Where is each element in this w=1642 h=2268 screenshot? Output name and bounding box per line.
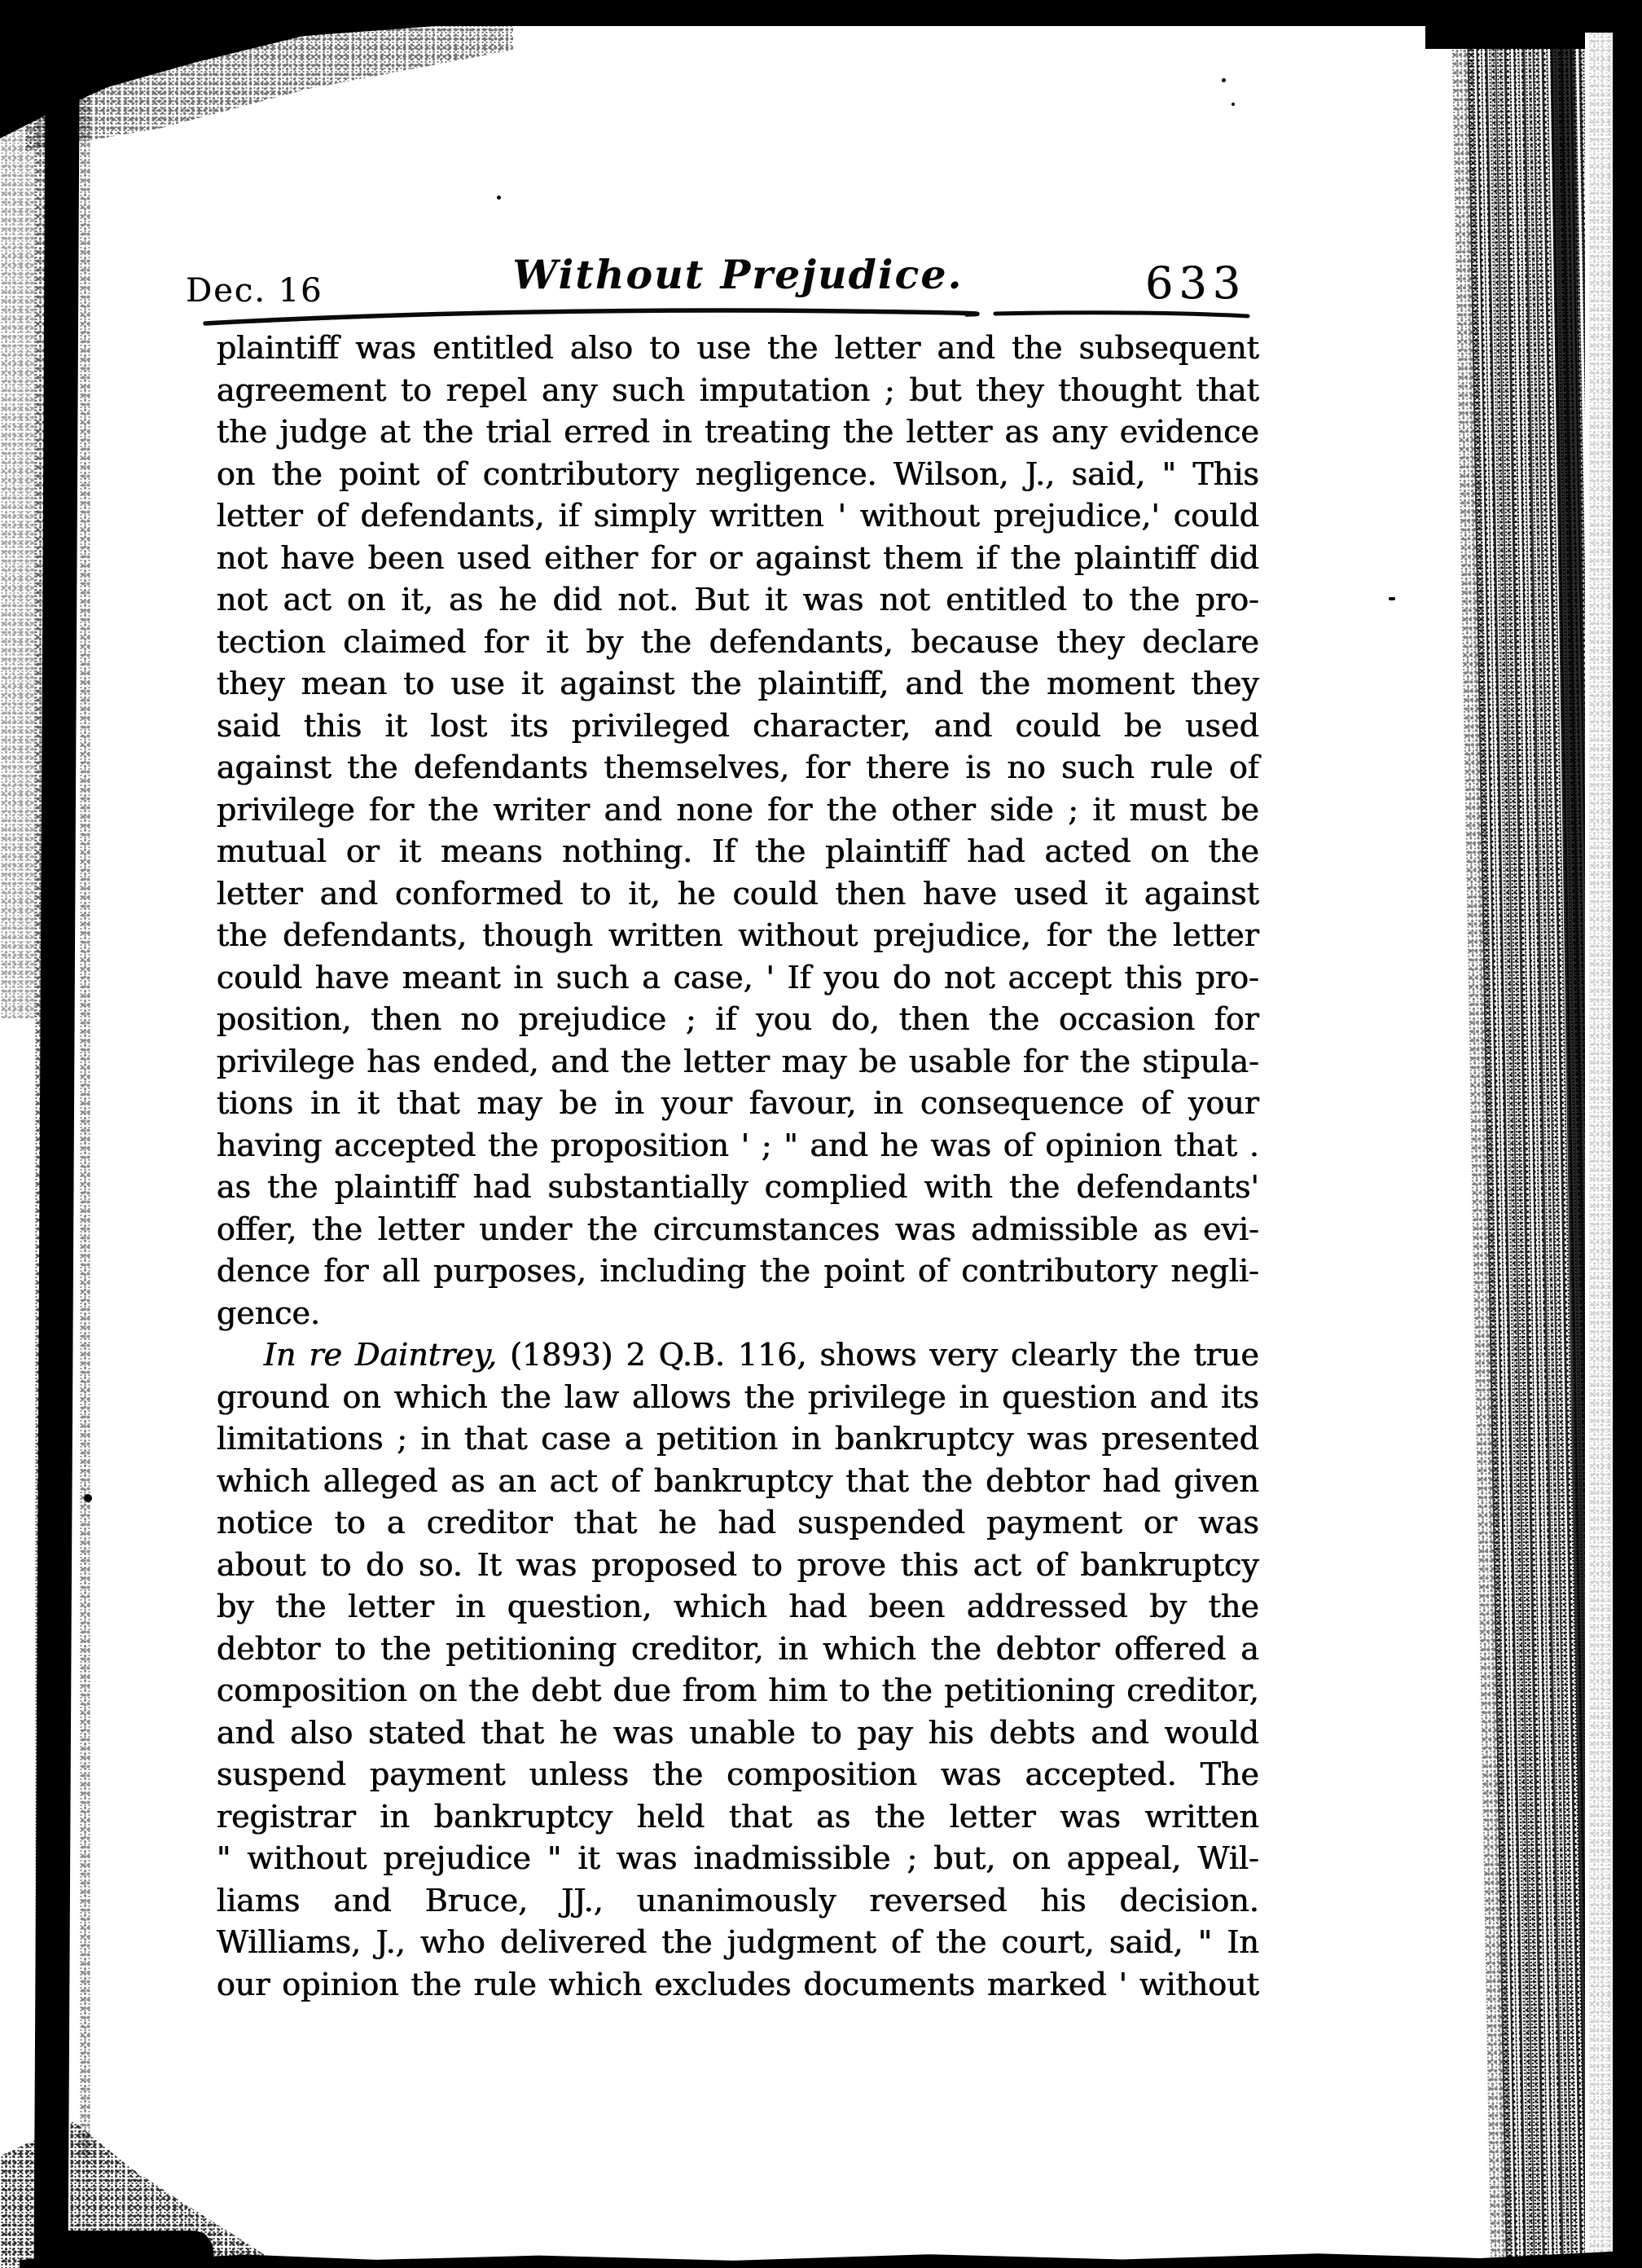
text-line: privilege for the writer and none for the other side ; it must be (217, 791, 1259, 828)
scan-artifact-speck (1232, 103, 1235, 106)
text-line: registrar in bankruptcy held that as the letter was written (217, 1798, 1259, 1835)
text-line: not have been used either for or against them if the plaintiff did (217, 539, 1259, 576)
scan-artifact-speck (1389, 597, 1395, 600)
text-line: gence. (217, 1294, 321, 1331)
text-line: In re Daintrey, (1893) 2 Q.B. 116, shows very clearly the true (264, 1337, 1259, 1373)
header-page-number: 633 (1144, 257, 1246, 309)
text-line: against the defendants themselves, for there is no such rule of (217, 749, 1259, 785)
text-line: limitations ; in that case a petition in bankruptcy was presented (217, 1421, 1259, 1457)
text-line: agreement to repel any such imputation ; but they thought that (217, 371, 1259, 408)
scan-artifact-bottom-bar (20, 2248, 1642, 2268)
text-line: privilege has ended, and the letter may be usable for the stipula- (217, 1043, 1259, 1079)
text-line: notice to a creditor that he had suspended payment or was (217, 1505, 1259, 1541)
scan-artifact-top-left-speckle (24, 21, 513, 152)
text-line: said this it lost its privileged character, and could be used (217, 707, 1259, 744)
case-citation: In re Daintrey, (264, 1337, 498, 1373)
text-line: on the point of contributory negligence. Wilson, J., said, " This (217, 455, 1259, 492)
scan-artifact-margin-dot (84, 1494, 92, 1502)
text-line: our opinion the rule which excludes documents marked ' without (217, 1966, 1259, 2002)
text-line: liams and Bruce, JJ., unanimously reversed his decision. (217, 1882, 1259, 1919)
text-line: plaintiff was entitled also to use the letter and the subsequent (217, 330, 1259, 366)
text-line: letter and conformed to it, he could then have used it against (217, 875, 1259, 912)
scan-artifact-right-edge-bar (1613, 0, 1642, 2268)
scan-artifact-speck (1222, 78, 1226, 82)
text-line: about to do so. It was proposed to prove this act of bankruptcy (217, 1546, 1259, 1583)
text-line: they mean to use it against the plaintiff, and the moment they (217, 666, 1259, 701)
text-line: suspend payment unless the composition was accepted. The (217, 1756, 1259, 1792)
header-title: Without Prejudice. (512, 251, 964, 298)
text-line: as the plaintiff had substantially complied with the defendants' (217, 1169, 1259, 1205)
scan-artifact-left-edge-speckle (0, 122, 36, 1018)
text-line: composition on the debt due from him to the petitioning creditor, (217, 1672, 1259, 1708)
text-line: and also stated that he was unable to pay his debts and would (217, 1714, 1259, 1751)
text-line: mutual or it means nothing. If the plaintiff had acted on the (217, 833, 1259, 869)
text-line: not act on it, as he did not. But it was not entitled to the pro- (217, 582, 1259, 618)
text-line: tions in it that may be in your favour, in consequence of your (217, 1085, 1259, 1121)
text-line: tection claimed for it by the defendants, because they declare (217, 623, 1259, 660)
text-line: which alleged as an act of bankruptcy that the debtor had given (217, 1462, 1259, 1499)
text-line: having accepted the proposition ' ; " and he was of opinion that . (217, 1127, 1259, 1163)
text-line: the judge at the trial erred in treating the letter as any evidence (217, 414, 1259, 450)
text-line: position, then no prejudice ; if you do, then the occasion for (217, 1001, 1259, 1037)
text-line: letter of defendants, if simply written ' without prejudice,' could (217, 498, 1259, 534)
text-line: could have meant in such a case, ' If you do not accept this pro- (217, 959, 1259, 996)
text-line: debtor to the petitioning creditor, in which the debtor offered a (217, 1630, 1259, 1667)
scan-artifact-left-bar-fringe (34, 73, 47, 2191)
header-date: Dec. 16 (186, 272, 323, 310)
text-line: the defendants, though written without prejudice, for the letter (217, 917, 1259, 953)
scan-artifact-left-bar-fringe (79, 73, 90, 2159)
text-line: Williams, J., who delivered the judgment of the court, said, " In (217, 1924, 1259, 1960)
page-body-text (217, 327, 1259, 2006)
text-line: ground on which the law allows the privilege in question and its (217, 1378, 1259, 1415)
text-line: dence for all purposes, including the point of contributory negli- (217, 1253, 1259, 1289)
scan-artifact-speck (497, 196, 501, 200)
text-line: by the letter in question, which had been addressed by the (217, 1589, 1259, 1624)
text-line: " without prejudice " it was inadmissible ; but, on appeal, Wil- (217, 1840, 1259, 1876)
text-line: offer, the letter under the circumstances was admissible as evi- (217, 1211, 1259, 1247)
scan-artifact-edge-gap-speckle (1588, 33, 1613, 2268)
